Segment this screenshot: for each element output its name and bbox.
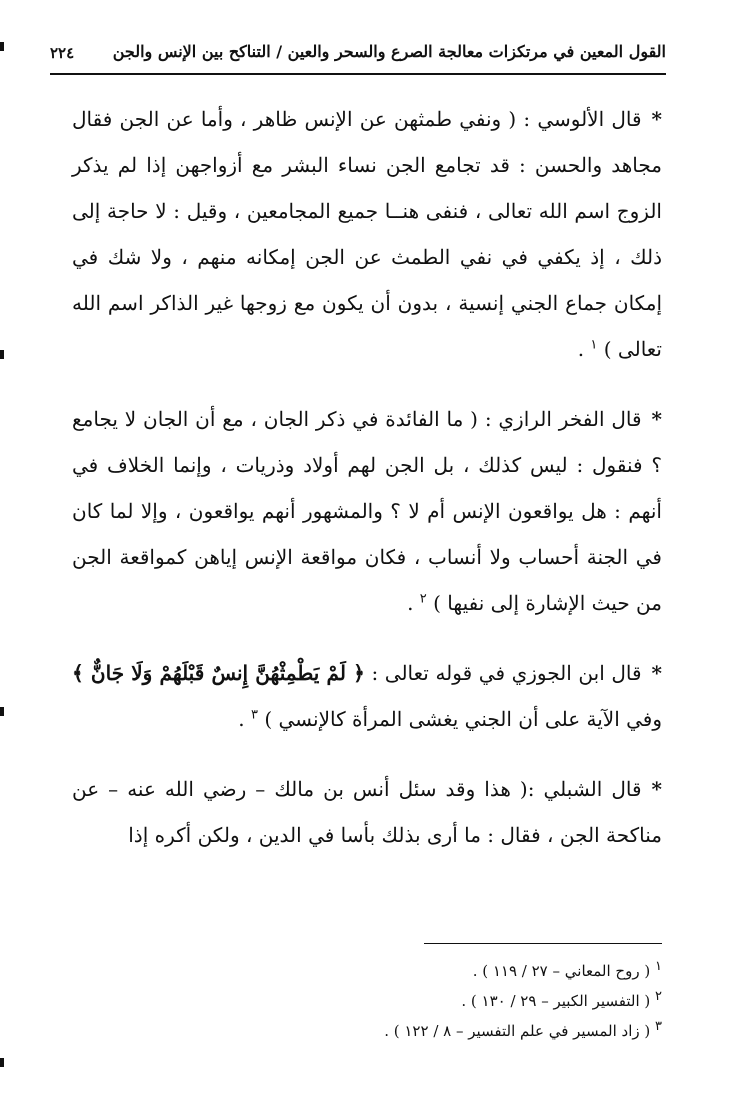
paragraph-text: قال الفخر الرازي : ( ما الفائدة في ذكر الجان ، مع أن الجان لا يجامع ؟ فنقول : ليس كذلك ، بل الجن لهم أولاد وذريات ، وإنما الخلاف في أنهم : هل يواقعون الإنس أم لا ؟ والمشهور أنهم يواقعون ، وإلا لما كان في الجنة أحساب ولا أنساب ، فكان مواقعة الإنس إياهن كمواقعة الجن من حيث الإشارة إلى نفيها ) xyxy=(72,407,662,615)
paragraph-alousi xyxy=(72,96,662,372)
bullet-star: * xyxy=(651,107,662,131)
footnote-ref[interactable]: ١ xyxy=(590,337,598,353)
paragraph-text: قال ابن الجوزي في قوله تعالى : xyxy=(364,661,642,685)
bullet-star: * xyxy=(651,777,662,801)
paragraph-end: . xyxy=(407,591,420,615)
footnote-ref[interactable]: ٢ xyxy=(419,591,427,607)
margin-mark xyxy=(0,42,4,51)
paragraph-end: . xyxy=(238,707,251,731)
footnote-text: ( التفسير الكبير – ٢٩ / ١٣٠ ) . xyxy=(461,992,651,1010)
footnote-number: ١ xyxy=(655,959,662,974)
footnote-item xyxy=(200,956,662,986)
paragraph-razi xyxy=(72,396,662,626)
footnote-item xyxy=(200,986,662,1016)
paragraph-text: وفي الآية على أن الجني يغشى المرأة كالإنسي ) xyxy=(264,707,662,731)
paragraph-end: . xyxy=(577,337,591,361)
footnote-number: ٢ xyxy=(655,989,662,1004)
page-number: ٢٢٤ xyxy=(50,44,75,62)
paragraph-text: قال الشبلي :( هذا وقد سئل أنس بن مالك – رضي الله عنه – عن مناكحة الجن ، فقال : ما أرى بذلك بأسا في الدين ، ولكن أكره إذا xyxy=(72,777,662,847)
quran-verse: ﴿ لَمْ يَطْمِثْهُنَّ إِنسٌ قَبْلَهُمْ وَلَا جَانٌّ ﴾ xyxy=(72,661,365,685)
bullet-star: * xyxy=(651,661,662,685)
paragraph-ibn-jawzi xyxy=(72,650,662,742)
bullet-star: * xyxy=(651,407,662,431)
page-header xyxy=(50,38,666,72)
margin-mark xyxy=(0,707,4,716)
header-rule xyxy=(50,73,666,75)
footnote-rule xyxy=(424,943,662,944)
footnote-ref[interactable]: ٣ xyxy=(251,707,258,723)
running-title: القول المعين في مرتكزات معالجة الصرع والسحر والعين / التناكح بين الإنس والجن xyxy=(112,42,666,61)
footnote-item xyxy=(200,1016,662,1046)
main-text xyxy=(72,96,662,858)
paragraph-shibli xyxy=(72,766,662,858)
footnotes xyxy=(200,956,662,1046)
footnote-text: ( زاد المسير في علم التفسير – ٨ / ١٢٢ ) . xyxy=(384,1022,651,1040)
margin-mark xyxy=(0,1058,4,1067)
footnote-text: ( روح المعاني – ٢٧ / ١١٩ ) . xyxy=(472,962,651,980)
footnote-number: ٣ xyxy=(655,1019,662,1034)
margin-mark xyxy=(0,350,4,359)
paragraph-text: قال الألوسي : ( ونفي طمثهن عن الإنس ظاهر ، وأما عن الجن فقال مجاهد والحسن : قد تجامع الجن نساء البشر مع أزواجهن إذا لم يذكر الزوج اسم الله تعالى ، فنفى هنــا جميع المجامعين ، وقيل : لا حاجة إلى ذلك ، إذ يكفي في نفي الطمث عن الجن إمكانه منهم ، ولا شك في إمكان جماع الجني إنسية ، بدون أن يكون مع زوجها غير الذاكر اسم الله تعالى ) xyxy=(72,107,662,361)
